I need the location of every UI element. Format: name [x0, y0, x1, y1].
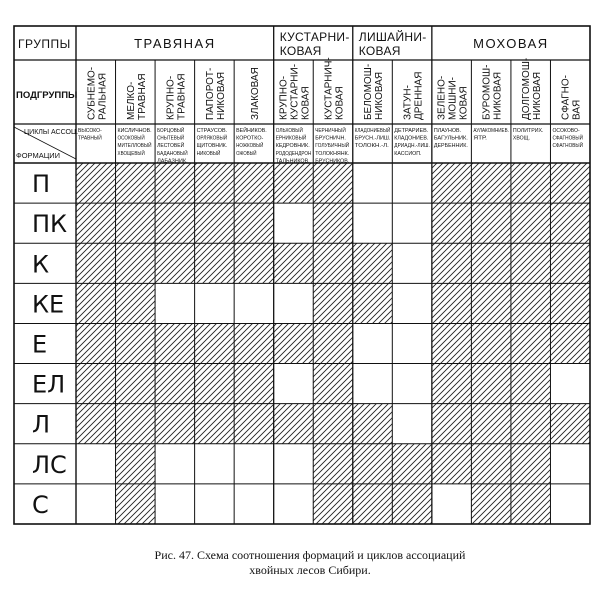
- caption-line-1: Рис. 47. Схема соотношения формаций и циклов ассоциаций: [154, 548, 466, 562]
- hatched-cell: [432, 364, 472, 404]
- hatched-cell: [116, 163, 156, 203]
- cycle-label: ЛЕСТОВЕЙ: [157, 143, 188, 150]
- hatched-cell: [511, 404, 551, 444]
- hatched-cell: [511, 243, 551, 283]
- subgroup-label: НИКОВАЯ: [492, 71, 504, 120]
- hatched-cell: [274, 243, 314, 283]
- cycle-label: ДЕРБЕННИК.: [433, 143, 469, 150]
- subgroup-label: ТРАВНАЯ: [136, 73, 148, 120]
- hatched-cell: [155, 404, 195, 444]
- cycle-label: ХВОЩЕВЫЙ: [117, 150, 151, 157]
- subgroup-label: СУБНЕМО-: [86, 66, 98, 120]
- hatched-cell: [550, 404, 590, 444]
- group-label: ТРАВЯНАЯ: [134, 36, 216, 51]
- caption-line-2: хвойных лесов Сибири.: [249, 563, 371, 577]
- cycle-label: НОЖКОВЫЙ: [236, 143, 270, 150]
- hatched-cell: [353, 283, 393, 323]
- subgroup-label: ДРЕННАЯ: [413, 71, 425, 120]
- hatched-cell: [432, 404, 472, 444]
- hatched-cell: [550, 283, 590, 323]
- cycle-label: КЕДРОВНИК.: [275, 143, 311, 150]
- formation-label: КЕ: [32, 290, 65, 319]
- hatched-cell: [432, 163, 472, 203]
- hatched-cell: [155, 323, 195, 363]
- subgroup-label: ТРАВНАЯ: [176, 73, 188, 120]
- hatched-cell: [511, 283, 551, 323]
- cycle-label: БРУСН.-ЛИШ.: [354, 135, 391, 142]
- hatched-cell: [274, 404, 314, 444]
- hatched-cell: [550, 203, 590, 243]
- hatched-cell: [116, 203, 156, 243]
- hatched-cell: [471, 484, 511, 524]
- subgroup-label: ДОЛГОМОШ-: [521, 57, 533, 120]
- cycle-label: ПЛАУНОВ.: [433, 128, 462, 134]
- hatched-cell: [471, 444, 511, 484]
- hatched-cell: [76, 364, 116, 404]
- cycle-label: ОРЛЯКОВЫЙ: [196, 135, 233, 142]
- group-label: КОВАЯ: [279, 44, 322, 58]
- cycle-label: СФАГНОВЫЙ: [552, 143, 589, 150]
- cycle-label: ОЖОВЫЙ: [236, 150, 263, 157]
- formation-label: Е: [32, 330, 48, 359]
- cycle-label: ДЕТРАРИЕВ.: [394, 128, 429, 134]
- hatched-cell: [550, 163, 590, 203]
- hatched-cell: [195, 243, 235, 283]
- cycle-label: МИТЕЛЛОВЫЙ: [117, 143, 158, 150]
- hatched-cell: [234, 364, 274, 404]
- cycle-label: КЛАДОНИЕВ.: [394, 135, 429, 142]
- hatched-cell: [313, 444, 353, 484]
- cycle-label: КАССИОП.: [394, 150, 422, 157]
- hatched-cell: [116, 484, 156, 524]
- hatched-cell: [234, 163, 274, 203]
- subgroup-label: БЕЛОМОШ-: [363, 63, 375, 120]
- cycle-label: ТАЛЬНИКОВ.: [275, 158, 311, 165]
- hatched-cell: [392, 484, 432, 524]
- hatched-cell: [274, 163, 314, 203]
- cycle-label: РОДОДЕНДРОН: [275, 150, 312, 157]
- subgroup-label: КОВАЯ: [458, 86, 470, 120]
- subgroup-label: КРУПНО-: [165, 75, 177, 120]
- group-label: ЛИШАЙНИ-: [358, 30, 427, 44]
- cycles-header-label: ЦИКЛЫ АССОЦ.: [24, 129, 79, 136]
- hatched-cell: [550, 323, 590, 363]
- cycle-label: ТОЛОКН.-Л.: [354, 143, 390, 150]
- hatched-cell: [313, 364, 353, 404]
- hatched-cell: [155, 364, 195, 404]
- hatched-cell: [195, 323, 235, 363]
- cycle-label: КОРОТКО-: [236, 135, 264, 142]
- hatched-cell: [432, 283, 472, 323]
- hatched-cell: [353, 444, 393, 484]
- hatched-cell: [155, 243, 195, 283]
- hatched-cell: [116, 323, 156, 363]
- cycle-label: КИСЛИЧНОВ.: [117, 128, 152, 134]
- hatched-cell: [76, 283, 116, 323]
- hatched-cell: [432, 203, 472, 243]
- subgroup-label: КУСТАРНИ-: [289, 63, 301, 120]
- hatched-cell: [234, 323, 274, 363]
- hatched-cell: [432, 323, 472, 363]
- hatched-cell: [76, 323, 116, 363]
- subgroup-label: НИКОВАЯ: [532, 71, 544, 120]
- hatched-cell: [155, 163, 195, 203]
- formation-label: ЕЛ: [32, 370, 66, 399]
- hatched-cell: [511, 444, 551, 484]
- subgroup-label: НИКОВАЯ: [215, 71, 227, 120]
- hatched-cell: [353, 404, 393, 444]
- cycle-label: КЛАДОНИЕВЫЙ: [354, 128, 399, 134]
- cycle-label: ТРАВНЫЙ: [78, 135, 106, 142]
- subgroup-label: МЕЛКО-: [125, 81, 137, 120]
- hatched-cell: [471, 203, 511, 243]
- cycle-label: НИКОВЫЙ: [196, 150, 225, 157]
- hatched-cell: [234, 404, 274, 444]
- hatched-cell: [155, 203, 195, 243]
- cycle-label: БАГУЛЬНИК.: [433, 135, 469, 142]
- hatched-cell: [313, 203, 353, 243]
- hatched-cell: [511, 203, 551, 243]
- cycle-label: ОЛЬХОВЫЙ: [275, 128, 308, 134]
- formation-label: П: [32, 170, 51, 199]
- hatched-cell: [511, 484, 551, 524]
- hatched-cell: [511, 364, 551, 404]
- subgroup-label: БУРОМОШ-: [481, 64, 493, 120]
- subgroups-header-label: ПОДГРУППЫ: [16, 90, 78, 101]
- cycle-label: ОСОКОВО-: [552, 128, 580, 134]
- hatched-cell: [313, 323, 353, 363]
- cycle-label: ОСОКОВЫЙ: [117, 135, 151, 142]
- subgroup-label: ЗЕЛЕНО-: [436, 75, 448, 120]
- subgroup-label: ЗАТУН-: [402, 85, 414, 120]
- subgroup-label: КРУПНО-: [278, 75, 290, 120]
- hatched-cell: [195, 203, 235, 243]
- subgroup-label: КОВАЯ: [334, 86, 346, 120]
- cycle-label: ТОЛОКНЯНК.: [315, 150, 350, 157]
- hatched-cell: [471, 323, 511, 363]
- cycle-label: ЕРНИКОВЫЙ: [275, 135, 312, 142]
- hatched-cell: [234, 203, 274, 243]
- hatched-cell: [432, 444, 472, 484]
- hatched-cell: [76, 163, 116, 203]
- group-label: КУСТАРНИ-: [279, 30, 350, 44]
- cycle-label: ГОЛУБИЧНЫЙ: [315, 143, 354, 150]
- hatched-cell: [116, 283, 156, 323]
- cycle-label: ХВОЩ.: [512, 135, 531, 142]
- hatched-cell: [313, 163, 353, 203]
- hatched-cell: [511, 163, 551, 203]
- subgroup-label: КУСТАРНИЧ-: [323, 57, 335, 120]
- groups-header-label: ГРУППЫ: [18, 37, 71, 51]
- cycle-label: ЩИТОВНИК.: [196, 143, 228, 150]
- hatched-cell: [471, 163, 511, 203]
- subgroup-label: СФАГНО-: [560, 74, 572, 120]
- group-label: КОВАЯ: [358, 44, 401, 58]
- hatched-cell: [471, 364, 511, 404]
- cycle-label: БРУСНИКОВ.: [315, 158, 350, 165]
- hatched-cell: [76, 203, 116, 243]
- cycle-label: ДРИАДН.-ЛИШ.: [394, 143, 431, 150]
- cycle-label: АУЛАКОМНИЕВ.: [473, 128, 510, 134]
- hatched-cell: [313, 283, 353, 323]
- formation-label: ПК: [32, 210, 68, 239]
- cycle-label: БРУСНИЧН.: [315, 135, 347, 142]
- hatched-cell: [313, 404, 353, 444]
- cycle-label: ВЫСОКО-: [78, 128, 102, 134]
- hatched-cell: [234, 243, 274, 283]
- hatched-cell: [313, 484, 353, 524]
- hatched-cell: [116, 404, 156, 444]
- subgroup-label: ЗЛАКОВАЯ: [249, 67, 261, 120]
- hatched-cell: [116, 444, 156, 484]
- formation-label: Л: [32, 410, 51, 439]
- group-label: МОХОВАЯ: [473, 36, 549, 51]
- cycle-label: ЛАБАЗНИК.: [157, 158, 189, 165]
- formation-label: К: [32, 250, 50, 279]
- hatched-cell: [432, 243, 472, 283]
- cycle-label: СНЫТЕВЫЙ: [157, 135, 190, 142]
- cycle-label: СФАГНОВЫЙ: [552, 135, 589, 142]
- hatched-cell: [471, 243, 511, 283]
- formations-header-label: ФОРМАЦИИ: [16, 151, 61, 160]
- cycle-label: БОРЦОВЫЙ: [157, 128, 190, 134]
- hatched-cell: [471, 404, 511, 444]
- hatched-cell: [195, 364, 235, 404]
- hatched-cell: [313, 243, 353, 283]
- hatched-cell: [195, 163, 235, 203]
- hatched-cell: [353, 484, 393, 524]
- hatched-cell: [195, 404, 235, 444]
- subgroup-label: НИКОВАЯ: [374, 71, 386, 120]
- cycle-label: ВЕЙНИКОВ.: [236, 128, 269, 134]
- hatched-cell: [116, 243, 156, 283]
- cycle-label: ЯТР.: [473, 135, 488, 142]
- hatched-cell: [76, 243, 116, 283]
- cycle-label: ЧЕРНИЧНЫЙ: [315, 128, 352, 134]
- hatched-cell: [511, 323, 551, 363]
- subgroup-label: МОШНИ-: [447, 76, 459, 120]
- figure-caption: [90, 548, 530, 578]
- hatched-cell: [116, 364, 156, 404]
- subgroup-label: КОВАЯ: [300, 86, 312, 120]
- hatched-cell: [392, 444, 432, 484]
- hatched-cell: [76, 404, 116, 444]
- subgroup-label: ВАЯ: [571, 99, 583, 120]
- hatched-cell: [353, 243, 393, 283]
- cycle-label: ПОЛИТРИХ.: [512, 128, 544, 134]
- cycle-label: СТРАУСОВ.: [196, 128, 228, 134]
- hatched-cell: [550, 243, 590, 283]
- subgroup-label: РАЛЬНАЯ: [97, 72, 109, 120]
- formation-label: С: [32, 490, 49, 519]
- subgroup-label: ПАПОРОТ-: [204, 67, 216, 120]
- formation-label: ЛС: [32, 450, 67, 479]
- cycle-label: БАДАНОВЫЙ: [157, 150, 194, 157]
- hatched-cell: [274, 323, 314, 363]
- hatched-cell: [471, 283, 511, 323]
